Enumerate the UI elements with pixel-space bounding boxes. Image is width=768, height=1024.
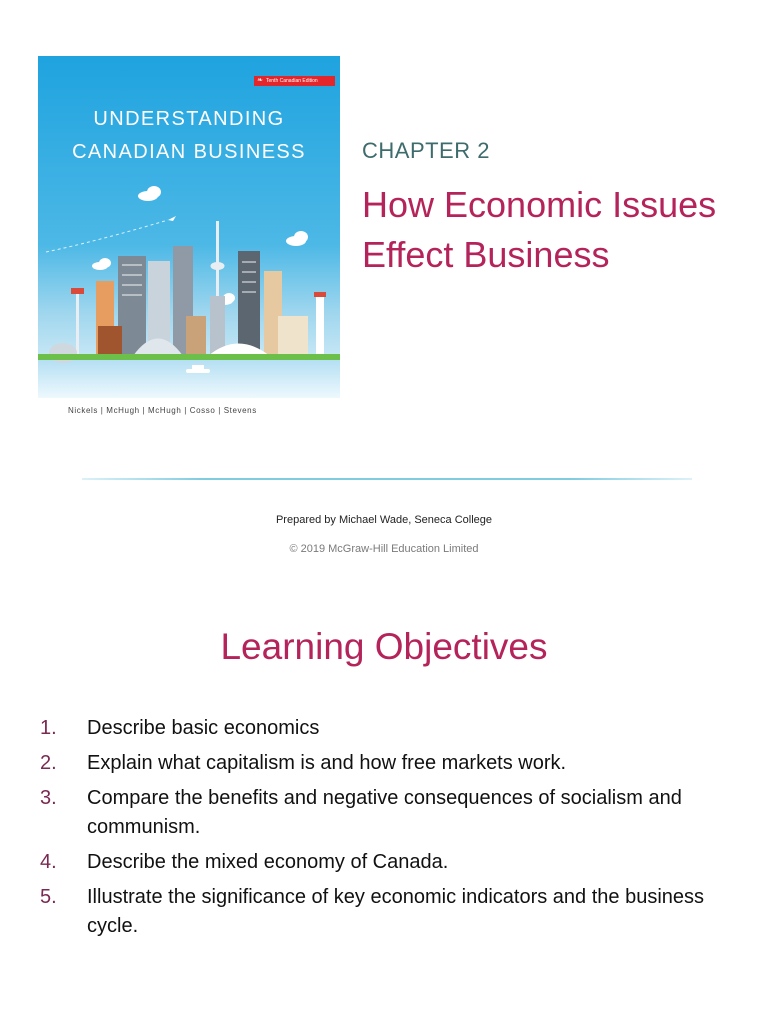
chapter-title: How Economic Issues Effect Business bbox=[362, 184, 717, 275]
list-item-text: Describe basic economics bbox=[87, 717, 320, 739]
edition-text: Tenth Canadian Edition bbox=[266, 78, 318, 84]
list-item-text: Compare the benefits and negative consequences of socialism and communism. bbox=[87, 787, 682, 838]
cover-title-line1: UNDERSTANDING bbox=[93, 108, 285, 130]
book-cover bbox=[38, 56, 340, 428]
list-item bbox=[40, 714, 740, 743]
list-item-number: 2. bbox=[40, 752, 57, 774]
list-item-text: Explain what capitalism is and how free markets work. bbox=[87, 752, 567, 774]
maple-leaf-icon: ❧ bbox=[257, 77, 263, 84]
list-item-text: Describe the mixed economy of Canada. bbox=[87, 851, 449, 873]
divider-line bbox=[82, 478, 692, 480]
copyright-notice: © 2019 McGraw-Hill Education Limited bbox=[289, 543, 479, 555]
list-item bbox=[40, 848, 740, 877]
list-item-number: 5. bbox=[40, 886, 57, 908]
edition-badge bbox=[254, 76, 335, 86]
list-item-number: 3. bbox=[40, 787, 57, 809]
objectives-list bbox=[40, 714, 740, 947]
prepared-by: Prepared by Michael Wade, Seneca College bbox=[275, 514, 493, 526]
objectives-slide bbox=[0, 590, 768, 1024]
list-item bbox=[40, 883, 740, 941]
list-item bbox=[40, 784, 740, 842]
cover-authors: Nickels | McHugh | McHugh | Cosso | Stevens bbox=[68, 406, 257, 415]
list-item bbox=[40, 749, 740, 778]
list-item-number: 4. bbox=[40, 851, 57, 873]
cover-title-line2: CANADIAN BUSINESS bbox=[72, 141, 306, 163]
list-item-number: 1. bbox=[40, 717, 57, 739]
objectives-title: Learning Objectives bbox=[220, 626, 548, 667]
chapter-label: CHAPTER 2 bbox=[362, 138, 490, 163]
list-item-text: Illustrate the significance of key economic indicators and the business cycle. bbox=[87, 886, 705, 937]
